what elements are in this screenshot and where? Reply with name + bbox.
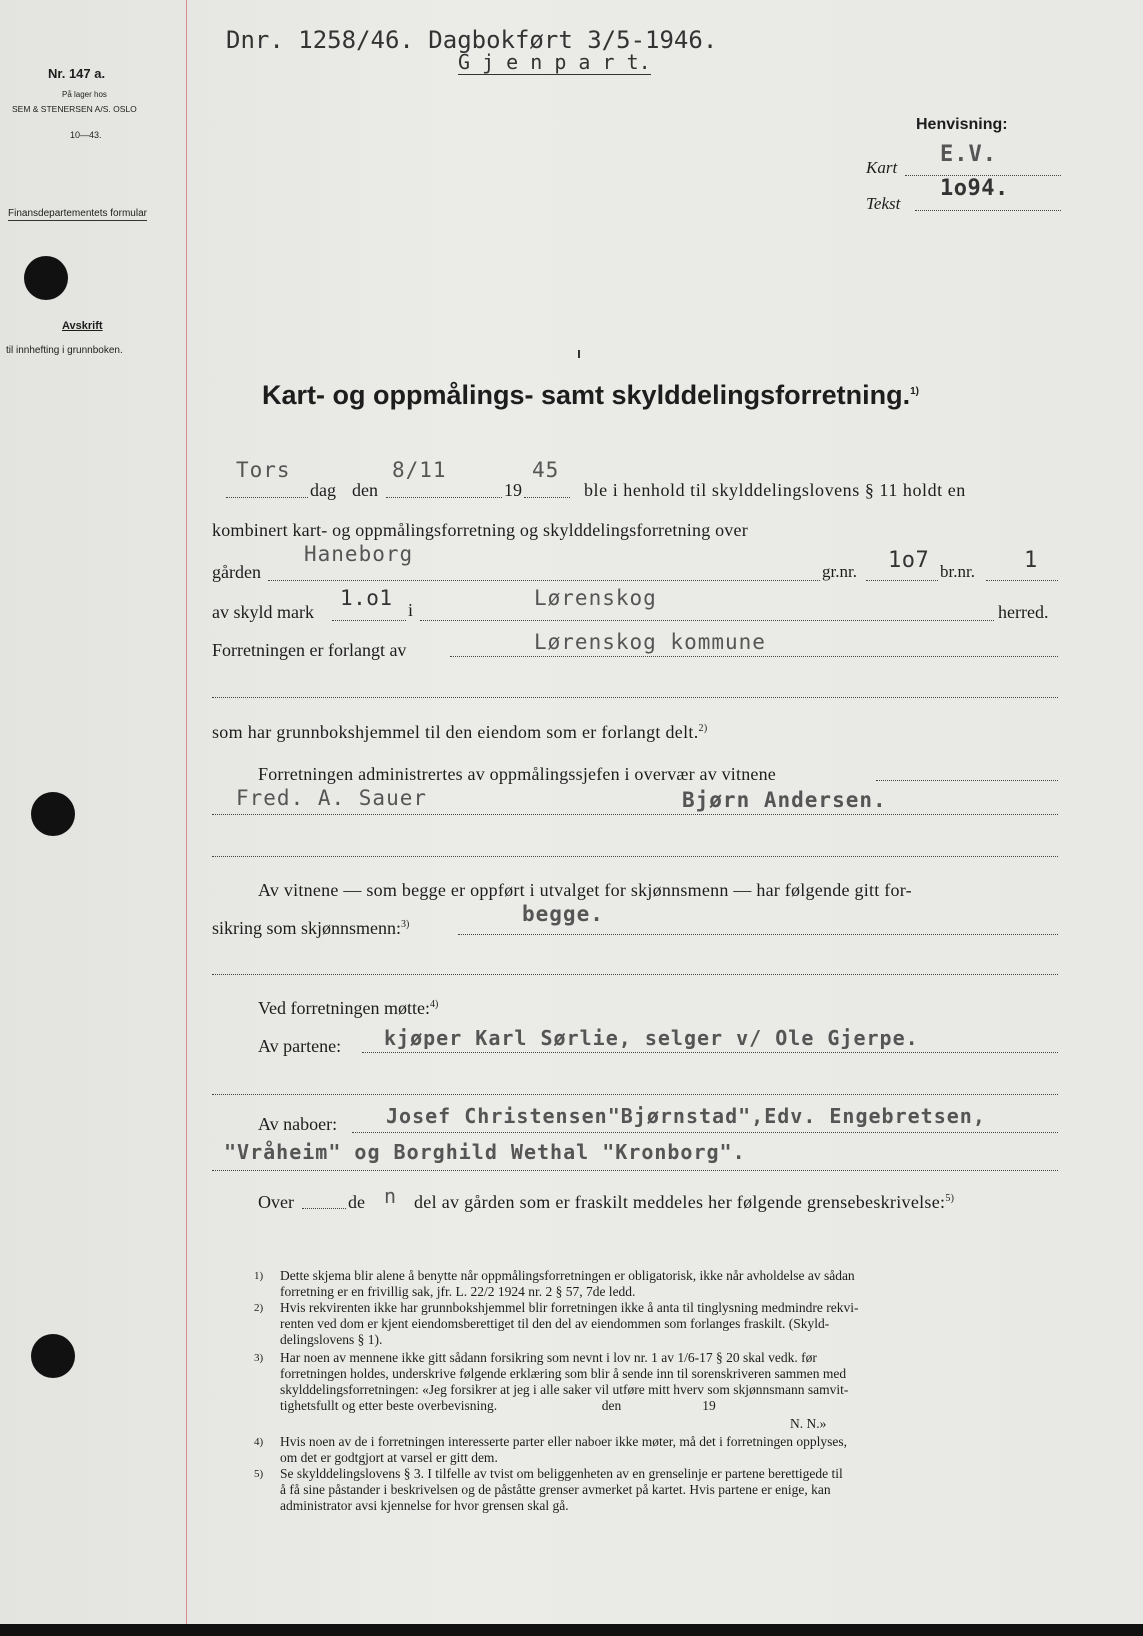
over-label: Over xyxy=(258,1192,294,1212)
footnote-1-num: 1) xyxy=(254,1270,264,1282)
tekst-value: 1o94. xyxy=(940,176,1009,201)
footnote-5 xyxy=(254,1466,843,1514)
blank-line-2 xyxy=(212,856,1058,857)
vitnene-line1: Av vitnene — som begge er oppført i utvalget for skjønnsmenn — har følgende gitt for- xyxy=(258,880,912,900)
naboer-value-1: Josef Christensen"Bjørnstad",Edv. Engebretsen, xyxy=(386,1104,986,1128)
margin-rule xyxy=(186,0,187,1636)
footnote-3-num: 3) xyxy=(254,1352,264,1364)
form-title xyxy=(262,380,919,411)
de-value: n xyxy=(384,1184,398,1208)
dag-label: dag xyxy=(310,480,336,500)
naboer-line-2 xyxy=(212,1170,1058,1171)
line1-rest: ble i henhold til skylddelingslovens § 11 holdt en xyxy=(584,480,966,500)
form-source: Finansdepartementets formular xyxy=(8,208,147,219)
form-number: Nr. 147 a. xyxy=(48,66,106,81)
reference-label: Henvisning: xyxy=(916,116,1008,133)
copy-label: G j e n p a r t. xyxy=(458,50,651,74)
over-footnote: 5) xyxy=(945,1193,955,1204)
year-line xyxy=(524,497,570,498)
grnr-value: 1o7 xyxy=(888,548,930,573)
motte-text: Ved forretningen møtte: xyxy=(258,998,430,1018)
herred-label: herred. xyxy=(998,602,1049,622)
over-rest-text: del av gården som er fraskilt meddeles her følgende grensebeskrivelse: xyxy=(414,1192,946,1212)
footnote-3-line4: tighetsfullt og etter beste overbevisning. den 19 xyxy=(280,1398,716,1413)
skyld-label: av skyld mark xyxy=(212,602,314,622)
line2: kombinert kart- og oppmålingsforretning og skylddelingsforretning over xyxy=(212,520,748,540)
grunnbok-footnote: 2) xyxy=(698,723,708,734)
garden-value: Haneborg xyxy=(304,542,414,566)
footnote-1 xyxy=(254,1268,855,1300)
title-footnote: 1) xyxy=(910,386,919,397)
garden-label: gården xyxy=(212,562,261,582)
footnote-4-num: 4) xyxy=(254,1436,264,1448)
blank-line-1 xyxy=(212,697,1058,698)
vitnene-footnote: 3) xyxy=(401,919,410,930)
avskrift-title: Avskrift xyxy=(62,320,103,332)
footnote-2-line1: Hvis rekvirenten ikke har grunnbokshjemmel blir forretningen ikke å anta til tinglysning medmindre rekvi- xyxy=(280,1300,859,1315)
footnote-2-num: 2) xyxy=(254,1302,264,1314)
footnote-5-num: 5) xyxy=(254,1468,264,1480)
blank-line-4 xyxy=(212,1094,1058,1095)
brnr-value: 1 xyxy=(1024,548,1038,573)
garden-line xyxy=(268,580,820,581)
grnr-label: gr.nr. xyxy=(822,562,857,581)
kart-label: Kart xyxy=(866,158,898,177)
print-code: 10—43. xyxy=(70,130,102,140)
over-rest xyxy=(414,1192,954,1213)
de-label: de xyxy=(348,1192,365,1212)
dnr-line: Dnr. 1258/46. Dagbokført 3/5-1946. xyxy=(226,26,718,54)
form-title-text: Kart- og oppmålings- samt skylddelingsforretning. xyxy=(262,380,911,410)
date-value: 8/11 xyxy=(392,458,447,482)
footnote-3-line2: forretningen holdes, underskrive følgende erklæring som blir å sende inn til sorenskriveren sammen med xyxy=(280,1366,847,1381)
brnr-line xyxy=(986,580,1058,581)
footnote-2 xyxy=(254,1300,859,1348)
footnote-5-line3: administrator avsi kjennelse for hvor grensen skal gå. xyxy=(280,1498,569,1513)
punch-hole-bottom xyxy=(31,1334,75,1378)
skyld-value: 1.o1 xyxy=(340,586,393,610)
avskrift-subtitle: til innhefting i grunnboken. xyxy=(6,345,123,356)
vitnene-text: sikring som skjønnsmenn: xyxy=(212,918,402,938)
i-label: i xyxy=(408,600,414,620)
partene-label: Av partene: xyxy=(258,1036,342,1056)
tekst-label: Tekst xyxy=(866,194,901,213)
admin-line: Forretningen administrertes av oppmålingssjefen i overvær av vitnene xyxy=(258,764,776,784)
witness-2: Bjørn Andersen. xyxy=(682,788,887,812)
publisher-line2: SEM & STENERSEN A/S. OSLO xyxy=(12,104,137,114)
footnote-5-line2: å få sine påstander i beskrivelsen og de påståtte grenser avmerket på kartet. Hvis partene er enige, kan xyxy=(280,1482,831,1497)
day-line xyxy=(226,497,308,498)
grnr-line xyxy=(866,580,938,581)
footnote-signature-text: N. N.» xyxy=(790,1416,827,1431)
witness-1: Fred. A. Sauer xyxy=(236,786,428,810)
publisher-line1: På lager hos xyxy=(62,90,107,99)
grunnbok-text: som har grunnbokshjemmel til den eiendom som er forlangt delt. xyxy=(212,722,699,742)
blank-line-3 xyxy=(212,974,1058,975)
naboer-label: Av naboer: xyxy=(258,1114,338,1134)
partene-value: kjøper Karl Sørlie, selger v/ Ole Gjerpe. xyxy=(384,1026,919,1050)
footnote-3 xyxy=(254,1350,849,1414)
day-value: Tors xyxy=(236,458,291,482)
footnote-4-line1: Hvis noen av de i forretningen interesserte parter eller naboer ikke møter, må det i forretningen opplyses, xyxy=(280,1434,848,1449)
grunnbok-line xyxy=(212,722,707,743)
brnr-label: br.nr. xyxy=(940,562,975,581)
stray-mark xyxy=(578,350,580,358)
vitnene-value-line xyxy=(458,934,1058,935)
naboer-value-2: "Vråheim" og Borghild Wethal "Kronborg". xyxy=(224,1140,746,1164)
scan-edge xyxy=(0,1624,1143,1636)
witness-line xyxy=(212,814,1058,815)
vitnene-line2 xyxy=(212,918,409,939)
footnote-1-line1: Dette skjema blir alene å benytte når oppmålingsforretningen er obligatorisk, ikke når avholdelse av sådan xyxy=(280,1268,855,1283)
motte-footnote: 4) xyxy=(429,999,439,1010)
herred-value: Lørenskog xyxy=(534,586,657,610)
punch-hole-top xyxy=(24,256,68,300)
naboer-line xyxy=(352,1132,1058,1133)
punch-hole-middle xyxy=(31,792,75,836)
skyld-line xyxy=(332,620,406,621)
footnote-1-line2: forretning er en frivillig sak, jfr. L. 22/2 1924 nr. 2 § 57, 7de ledd. xyxy=(280,1284,636,1299)
footnote-3-line3: skylddelingsforretningen: «Jeg forsikrer at jeg i alle saker vil utføre mitt hverv som skjønnsmann samvit- xyxy=(280,1382,849,1397)
footnote-3-line1: Har noen av mennene ikke gitt sådann forsikring som nevnt i lov nr. 1 av 1/6-17 § 20 skal vedk. før xyxy=(280,1350,817,1365)
forlangt-label: Forretningen er forlangt av xyxy=(212,640,407,660)
den-label: den xyxy=(352,480,378,500)
date-line xyxy=(386,497,502,498)
forlangt-line xyxy=(450,656,1058,657)
footnote-2-line3: delingslovens § 1). xyxy=(280,1332,383,1347)
year-prefix: 19 xyxy=(504,480,522,500)
admin-line-end xyxy=(876,780,1058,781)
footnote-2-line2: renten ved dom er kjent eiendomsberettiget til den del av eiendommen som forlanges fraskilt. (Skyld- xyxy=(280,1316,830,1331)
tekst-line xyxy=(915,210,1061,211)
footnote-5-line1: Se skylddelingslovens § 3. I tilfelle av tvist om beliggenheten av en grenselinje er partene berettigede til xyxy=(280,1466,843,1481)
herred-line xyxy=(420,620,994,621)
partene-line xyxy=(362,1052,1058,1053)
vitnene-value: begge. xyxy=(522,902,604,926)
motte-line xyxy=(258,998,438,1019)
kart-value: E.V. xyxy=(940,142,997,167)
over-line xyxy=(302,1208,346,1209)
footnote-4-line2: om det er godtgjort at varsel er gitt dem. xyxy=(280,1450,498,1465)
footnote-4 xyxy=(254,1434,848,1466)
year-value: 45 xyxy=(532,458,560,482)
forlangt-value: Lørenskog kommune xyxy=(534,630,766,654)
footnote-signature xyxy=(790,1416,826,1432)
